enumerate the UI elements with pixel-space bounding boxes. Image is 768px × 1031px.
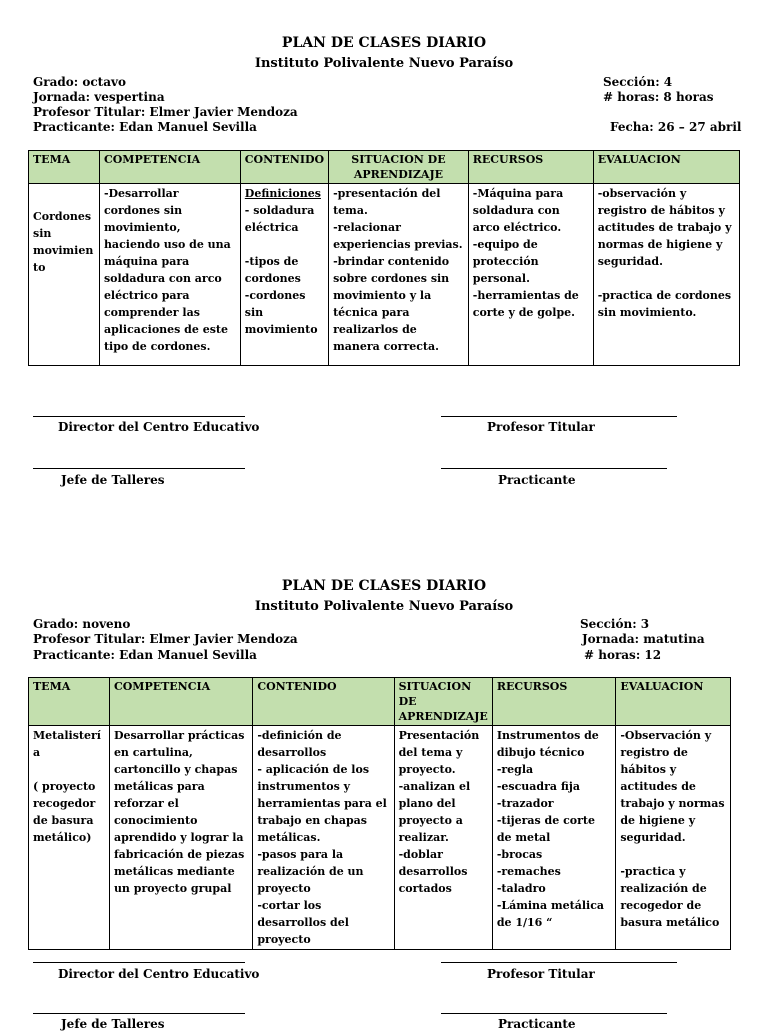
- signature-line: [441, 416, 677, 417]
- shift: Jornada: matutina: [582, 632, 705, 646]
- col-header-tema: TEMA: [29, 151, 100, 184]
- cell-recursos: -Máquina para soldadura con arco eléctrico. -equipo de protección personal. -herramientas de corte y de golpe.: [468, 184, 593, 366]
- hours: # horas: 8 horas: [603, 90, 714, 104]
- cell-recursos: Instrumentos de dibujo técnico -regla -escuadra fija -trazador -tijeras de corte de metal -brocas -remaches -taladro -Lámina metálica de 1/16 “: [492, 726, 616, 950]
- signature-line: [441, 962, 677, 963]
- signature-practicante: Practicante: [498, 473, 576, 487]
- cell-evaluacion: -observación y registro de hábitos y actitudes de trabajo y normas de higiene y seguridad. -practica de cordones sin movimiento.: [593, 184, 739, 366]
- section: Sección: 4: [603, 75, 673, 89]
- signature-director: Director del Centro Educativo: [58, 967, 260, 981]
- plan-title: PLAN DE CLASES DIARIO: [281, 35, 487, 51]
- table-row: [29, 726, 731, 950]
- signature-line: [33, 1013, 245, 1014]
- signature-practicante: Practicante: [498, 1017, 576, 1031]
- col-header-competencia: COMPETENCIA: [109, 678, 252, 726]
- signature-jefe: Jefe de Talleres: [61, 1017, 165, 1031]
- cell-situacion: -presentación del tema. -relacionar experiencias previas. -brindar contenido sobre cordones sin movimiento y la técnica para realizarlos de manera correcta.: [329, 184, 469, 366]
- lesson-table: [28, 677, 731, 950]
- grade: Grado: noveno: [33, 617, 131, 631]
- shift: Jornada: vespertina: [33, 90, 165, 104]
- col-header-evaluacion: EVALUACION: [593, 151, 739, 184]
- signature-director: Director del Centro Educativo: [58, 420, 260, 434]
- signature-jefe: Jefe de Talleres: [61, 473, 165, 487]
- table-header-row: [29, 151, 740, 184]
- signature-line: [33, 962, 245, 963]
- signature-line: [33, 416, 245, 417]
- col-header-evaluacion: EVALUACION: [616, 678, 731, 726]
- school-name: Instituto Polivalente Nuevo Paraíso: [254, 56, 514, 71]
- col-header-tema: TEMA: [29, 678, 110, 726]
- cell-contenido: -definición de desarrollos - aplicación de los instrumentos y herramientas para el trabajo en chapas metálicas. -pasos para la realización de un proyecto -cortar los desarrollos del proyecto: [253, 726, 394, 950]
- signature-line: [441, 1013, 667, 1014]
- table-header-row: [29, 678, 731, 726]
- hours: # horas: 12: [584, 648, 662, 662]
- grade: Grado: octavo: [33, 75, 126, 89]
- table-row: [29, 184, 740, 366]
- col-header-contenido: CONTENIDO: [253, 678, 394, 726]
- school-name: Instituto Polivalente Nuevo Paraíso: [254, 599, 514, 614]
- col-header-recursos: RECURSOS: [492, 678, 616, 726]
- signature-profesor: Profesor Titular: [487, 967, 595, 981]
- lesson-table: [28, 150, 740, 366]
- head-teacher: Profesor Titular: Elmer Javier Mendoza: [33, 105, 298, 119]
- cell-competencia: Desarrollar prácticas en cartulina, cartoncillo y chapas metálicas para reforzar el conocimiento aprendido y lograr la fabricación de piezas metálicas mediante un proyecto grupal: [109, 726, 252, 950]
- section: Sección: 3: [580, 617, 650, 631]
- cell-contenido: [240, 184, 328, 366]
- signature-line: [33, 468, 245, 469]
- cell-situacion: Presentación del tema y proyecto. -analizan el plano del proyecto a realizar. -doblar desarrollos cortados: [394, 726, 492, 950]
- cell-tema: Cordones sin movimien to: [29, 184, 100, 366]
- plan-title: PLAN DE CLASES DIARIO: [281, 578, 487, 594]
- contenido-heading: Definiciones: [244, 187, 321, 200]
- signature-line: [441, 468, 667, 469]
- trainee: Practicante: Edan Manuel Sevilla: [33, 120, 257, 134]
- col-header-situacion: SITUACION DE APRENDIZAJE: [394, 678, 492, 726]
- head-teacher: Profesor Titular: Elmer Javier Mendoza: [33, 632, 298, 646]
- col-header-contenido: CONTENIDO: [240, 151, 328, 184]
- date: Fecha: 26 – 27 abril: [610, 120, 742, 134]
- contenido-body: - soldadura eléctrica -tipos de cordones -cordones sin movimiento: [244, 204, 318, 336]
- col-header-recursos: RECURSOS: [468, 151, 593, 184]
- cell-competencia: -Desarrollar cordones sin movimiento, haciendo uso de una máquina para soldadura con arco eléctrico para comprender las aplicaciones de este tipo de cordones.: [99, 184, 240, 366]
- col-header-situacion: SITUACION DE APRENDIZAJE: [329, 151, 469, 184]
- col-header-competencia: COMPETENCIA: [99, 151, 240, 184]
- signature-profesor: Profesor Titular: [487, 420, 595, 434]
- cell-tema: Metalisterí a ( proyecto recogedor de basura metálico): [29, 726, 110, 950]
- trainee: Practicante: Edan Manuel Sevilla: [33, 648, 257, 662]
- cell-evaluacion: -Observación y registro de hábitos y actitudes de trabajo y normas de higiene y seguridad. -practica y realización de recogedor de basura metálico: [616, 726, 731, 950]
